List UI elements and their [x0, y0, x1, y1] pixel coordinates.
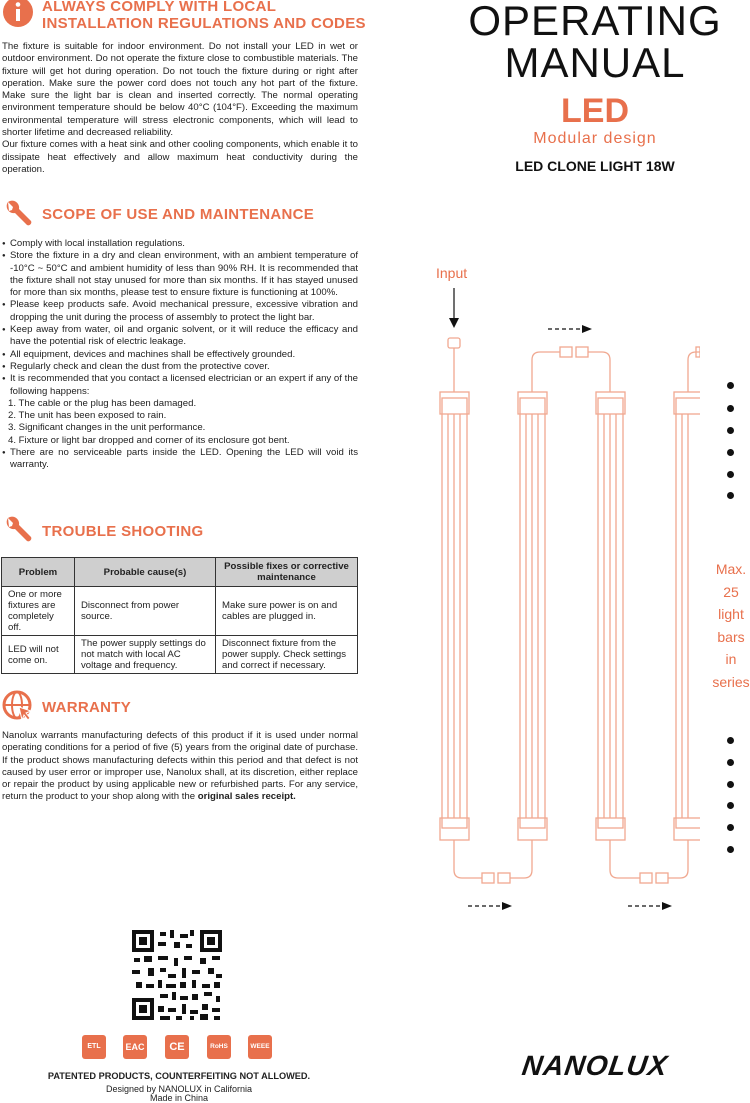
column-header: Possible fixes or corrective maintenance [216, 558, 358, 587]
ce-certification-icon: CE [165, 1035, 189, 1059]
table-cell: Disconnect fixture from the power supply. Check settings and correct if necessary. [216, 636, 358, 674]
scope-list [2, 238, 358, 472]
list-item: ● Comply with local installation regulations. [2, 238, 358, 250]
nanolux-logo: NANOLUX [520, 1050, 670, 1081]
light-bar-diagram [400, 280, 700, 930]
led-title: LED [561, 92, 629, 130]
table-cell: Disconnect from power source. [75, 587, 216, 636]
compliance-text: The fixture is suitable for indoor environment. Do not install your LED in wet or outdoor environment. Do not operate the fixture close to combustible materials. The fixture will get hot during operation. Do not touch the fixture during or right after operation. Make sure the power cord does not touch any hot part of the fixture. Make sure the light bar is clean and inserted correctly. The normal operating environment temperature should be below 40°C (104°F). Exceeding the maximum environmental temperature will stress electronic components, which will lead to shorter lifetime and decreased reliability. Our fixture comes with a heat sink and other cooling components, which enable it to dissipate heat effectively and allow maximum heat conductivity during the operation. [2, 41, 358, 175]
list-item: ● Please keep products safe. Avoid mechanical pressure, excessive vibration and dropping the unit during the process of assembly to protect the light bar. [2, 299, 358, 324]
trouble-title: TROUBLE SHOOTING [42, 523, 204, 540]
list-item: ● All equipment, devices and machines shall be effectively grounded. [2, 349, 358, 361]
sub-item: 1. The cable or the plug has been damaged. [8, 397, 197, 409]
qr-code [130, 928, 224, 1022]
list-item: ● There are no serviceable parts inside the LED. Opening the LED will void its warranty. [2, 447, 358, 472]
table-cell: LED will not come on. [2, 636, 75, 674]
max-bars-label: Max. 25 light bars in series [712, 561, 750, 690]
modular-subtitle: Modular design [533, 130, 657, 147]
table-row [2, 636, 358, 674]
table-header-row [2, 558, 358, 587]
column-header: Problem [2, 558, 75, 587]
patent-notice: PATENTED PRODUCTS, COUNTERFEITING NOT ALLOWED. [47, 1071, 311, 1081]
etl-certification-icon: ETL [82, 1035, 106, 1059]
warranty-receipt: original sales receipt. [197, 791, 296, 803]
list-item: ● Store the fixture in a dry and clean environment, with an ambient temperature of -10°C ~ 50°C and ambient humidity of less than 90% RH. It is recommended that the fixture shall not stay unused for more than six months. If it has stayed unused for more than six months, please test to ensure fixture is functioning at 100%. [2, 250, 358, 299]
trouble-table [1, 557, 358, 674]
eac-certification-icon: EAC [123, 1035, 147, 1059]
manual-title-line1: OPERATING [468, 0, 722, 44]
designed-by: Designed by NANOLUX in California [105, 1084, 253, 1094]
product-name: LED CLONE LIGHT 18W [515, 158, 675, 174]
warranty-text: Nanolux warrants manufacturing defects of this product if it is used under normal operating conditions for a period of five (5) years from the original date of purchase. If the product shows manufacturing defects within this period and that defect is not caused by user error or improper use, Nanolux shall, at its discretion, either replace or repair the product by using applicable new or refurbished parts. For any service, return the product to your shop along with the original sales receipt. [2, 730, 358, 803]
sub-item: 4. Fixture or light bar dropped and corner of its enclosure got bent. [8, 434, 290, 446]
sub-item: 3. Significant changes in the unit performance. [8, 422, 206, 434]
table-cell: The power supply settings do not match with local AC voltage and frequency. [75, 636, 216, 674]
table-row [2, 587, 358, 636]
wrench-icon [2, 514, 34, 546]
list-item: ● Regularly check and clean the dust from the protective cover. [2, 361, 358, 373]
list-item: ● Keep away from water, oil and organic solvent, or it will reduce the efficacy and have the potential risk of electric leakage. [2, 324, 358, 349]
sub-item: 2. The unit has been exposed to rain. [8, 410, 167, 422]
weee-bin-icon: WEEE [248, 1035, 272, 1059]
globe-cursor-icon [2, 690, 34, 722]
info-icon [2, 0, 34, 28]
made-in: Made in China [149, 1093, 209, 1103]
table-cell: One or more fixtures are completely off. [2, 587, 75, 636]
input-label: Input [436, 265, 468, 281]
table-cell: Make sure power is on and cables are plugged in. [216, 587, 358, 636]
column-header: Probable cause(s) [75, 558, 216, 587]
manual-title-line2: MANUAL [504, 39, 686, 86]
wrench-icon [2, 198, 34, 230]
warranty-title: WARRANTY [42, 699, 132, 716]
rohs-recycle-icon: RoHS [207, 1035, 231, 1059]
list-item: ● It is recommended that you contact a licensed electrician or an expert if any of the following happens: [2, 373, 358, 398]
compliance-title: ALWAYS COMPLY WITH LOCAL INSTALLATION REGULATIONS AND CODES [42, 0, 366, 32]
scope-title: SCOPE OF USE AND MAINTENANCE [42, 206, 315, 223]
